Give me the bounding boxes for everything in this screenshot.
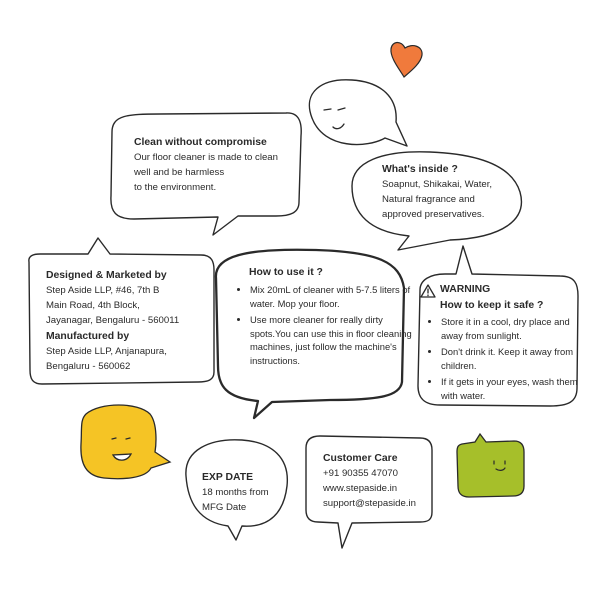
manufactured-line: Bengaluru - 560062: [46, 361, 131, 372]
care-phone: +91 90355 47070: [323, 468, 398, 479]
clean-line: well and be harmless: [134, 167, 225, 178]
designed-line: Jayanagar, Bengaluru - 560011: [46, 315, 180, 326]
warning-item: • Store it in a cool, dry place and away from sunlight.: [441, 315, 587, 342]
usage-title: How to use it ?: [249, 267, 323, 278]
yellow-bubble: [81, 405, 170, 479]
care-block: [323, 451, 433, 511]
care-website: www.stepaside.in: [323, 483, 398, 494]
usage-block: [249, 265, 399, 282]
inside-line: Soapnut, Shikakai, Water,: [382, 179, 493, 190]
warning-label: WARNING: [440, 284, 491, 295]
warning-block: [440, 282, 570, 297]
warning-item: • If it gets in your eyes, wash them with water.: [441, 375, 587, 402]
warning-list: [427, 315, 587, 405]
manufactured-title: Manufactured by: [46, 331, 130, 342]
inside-line: Natural fragrance and: [382, 194, 475, 205]
inside-line: approved preservatives.: [382, 209, 485, 220]
usage-item: • Use more cleaner for really dirty spots.You can use this in floor cleaning machines, just follow the machine's instructions.: [250, 313, 414, 367]
exp-line: 18 months from: [202, 487, 269, 498]
clean-line: to the environment.: [134, 182, 217, 193]
care-title: Customer Care: [323, 453, 398, 464]
designed-title: Designed & Marketed by: [46, 270, 167, 281]
exp-block: [202, 470, 292, 515]
inside-block: [382, 162, 517, 222]
clean-block: [134, 135, 304, 195]
usage-item: • Mix 20mL of cleaner with 5-7.5 liters of water. Mop your floor.: [250, 283, 414, 310]
face-bubble: [309, 80, 407, 146]
designed-block: [46, 268, 212, 328]
smiley-face-icon: [324, 108, 345, 129]
clean-title: Clean without compromise: [134, 137, 267, 148]
designed-line: Main Road, 4th Block,: [46, 300, 140, 311]
inside-title: What's inside ?: [382, 164, 458, 175]
care-email: support@stepaside.in: [323, 498, 416, 509]
manufactured-line: Step Aside LLP, Anjanapura,: [46, 346, 167, 357]
exp-title: EXP DATE: [202, 472, 254, 483]
warning-title: How to keep it safe ?: [440, 300, 544, 311]
manufactured-block: [46, 329, 212, 374]
warning-title-block: [440, 298, 575, 313]
usage-list: [236, 283, 414, 370]
designed-line: Step Aside LLP, #46, 7th B: [46, 285, 160, 296]
warning-item: • Don't drink it. Keep it away from children.: [441, 345, 587, 372]
heart-icon: [391, 42, 422, 77]
exp-line: MFG Date: [202, 502, 247, 513]
clean-line: Our floor cleaner is made to clean: [134, 152, 278, 163]
green-bubble: [457, 434, 524, 497]
